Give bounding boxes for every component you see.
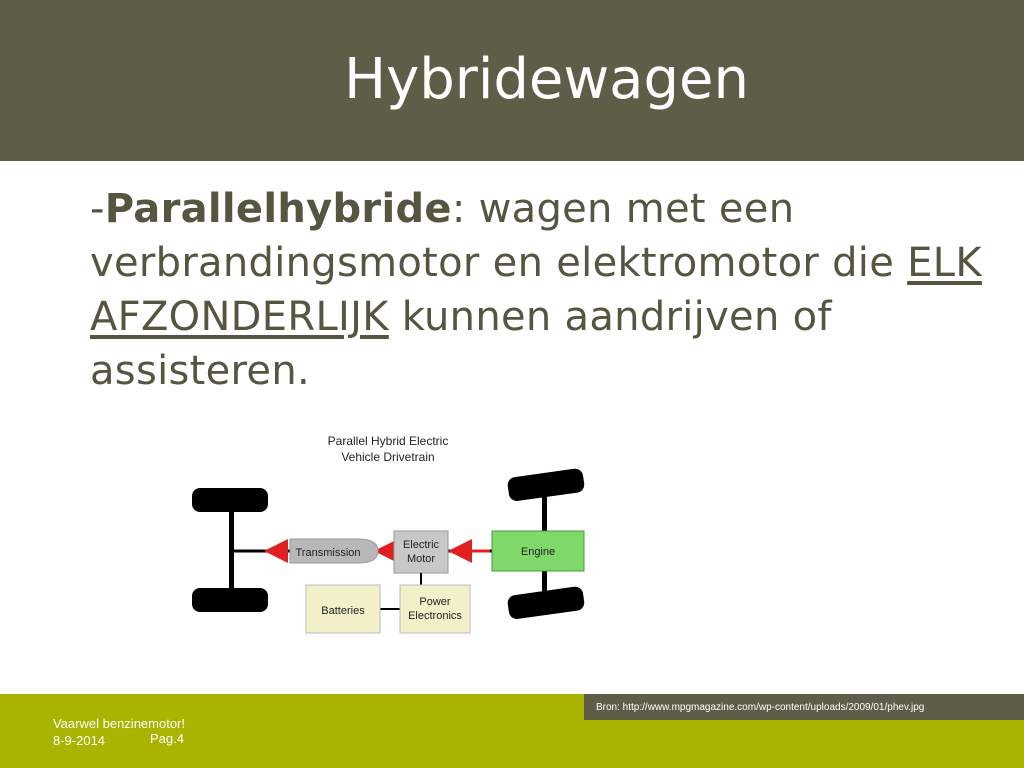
power-electronics-box (400, 585, 470, 633)
drivetrain-diagram (188, 425, 588, 645)
bullet-dash: - (90, 186, 105, 232)
rear-wheel-bottom (192, 588, 268, 612)
source-text: Bron: http://www.mpgmagazine.com/wp-content/uploads/2009/01/phev.jpg (596, 702, 925, 713)
transmission-label: Transmission (295, 547, 361, 559)
bullet-text-1: : wagen met een verbrandingsmotor en elektromotor die (90, 186, 908, 286)
bullet-term: Parallelhybride (104, 186, 452, 232)
bullet-text-2: kunnen aandrijven of assisteren. (90, 294, 832, 394)
front-wheel-bottom (507, 586, 586, 620)
rear-wheel-top (192, 488, 268, 512)
power-electronics-line2: Electronics (408, 610, 462, 622)
diagram-title-line2: Vehicle Drivetrain (341, 450, 435, 464)
electric-motor-box (394, 531, 448, 573)
batteries-label: Batteries (321, 605, 365, 617)
diagram-title-line1: Parallel Hybrid Electric (327, 434, 449, 448)
front-wheel-top (507, 468, 586, 502)
engine-label: Engine (520, 546, 556, 558)
footer-title: Vaarwel benzinemotor! (53, 716, 185, 731)
electric-motor-line1: Electric (402, 539, 440, 551)
source-box (584, 694, 1024, 720)
power-electronics-line1: Power (419, 596, 451, 608)
slide-title: Hybridewagen (344, 47, 749, 112)
bullet-text (90, 182, 1010, 398)
footer-date: 8-9-2014 (53, 733, 106, 748)
page-number: Pag.4 (150, 731, 184, 746)
bullet-emphasis: ELK AFZONDERLIJK (90, 240, 982, 340)
electric-motor-line2: Motor (406, 553, 436, 565)
